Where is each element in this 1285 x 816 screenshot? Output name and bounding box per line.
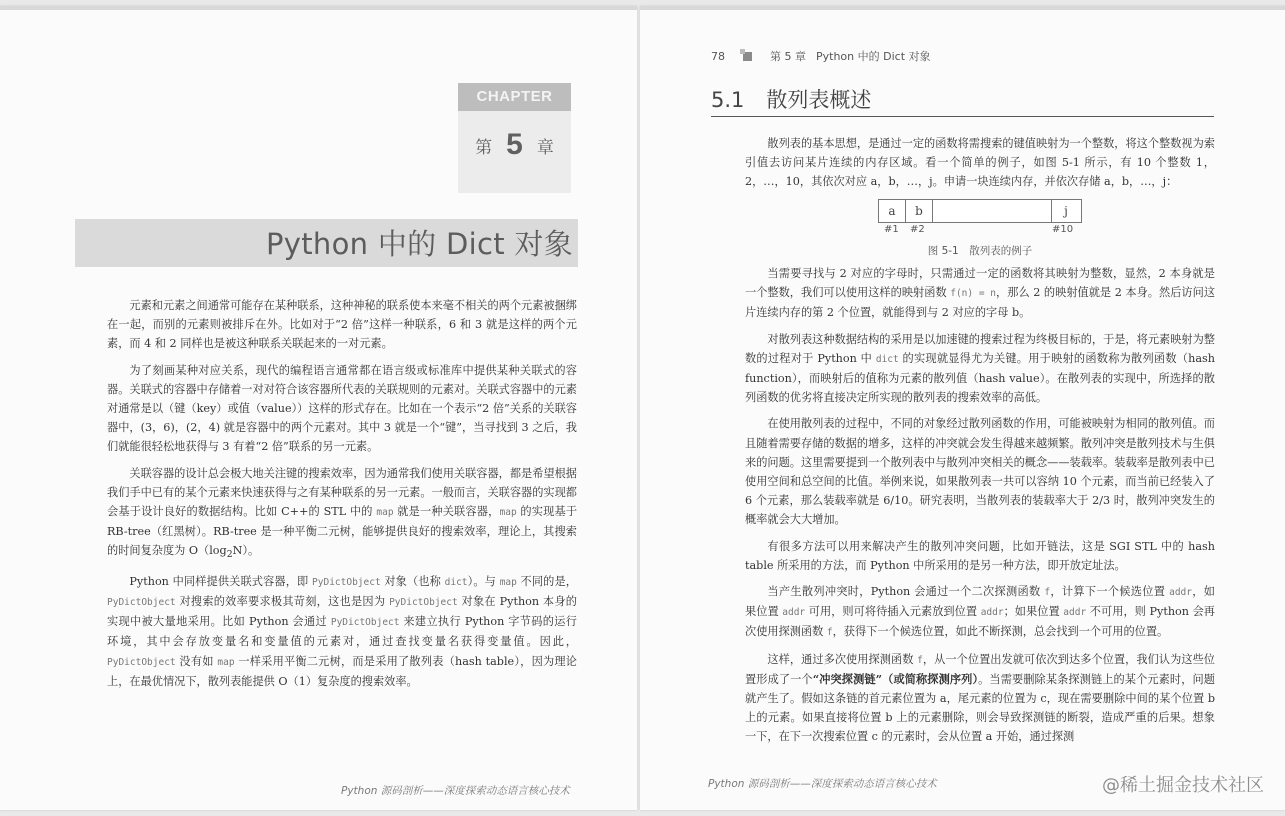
cell-index: #2	[910, 224, 925, 235]
right-page	[640, 6, 1285, 810]
text-run: 的实现就显得尤为关键。用于映射的函数称为散列函数（hash function），而映射后的值称为元素的散列值（hash value）。在散列表的实现中，所选择的散列函数的优劣将直接决定所实现的散列表的搜索效率的高低。	[745, 351, 1215, 405]
paragraph: 散列表的基本思想，是通过一定的函数将需搜索的键值映射为一个整数，将这个整数视为索引值去访问某片连续的内存区域。看一个简单的例子，如图 5-1 所示，有 10 个整数 1，2，…，10，其依次对应 a，b，…，j。申请一块连续内存，并依次存储 a，b，…，j：	[745, 137, 1215, 189]
right-page-footer: Python 源码剖析——深度探索动态语言核心技术	[708, 778, 937, 790]
table-cell: j	[1064, 204, 1068, 218]
page-top-rule	[0, 6, 637, 10]
inline-code: f	[826, 627, 833, 639]
paragraph	[745, 330, 1215, 408]
inline-code: dict	[444, 576, 468, 588]
section-number: 5.1	[711, 88, 745, 112]
square-bullet-icon	[743, 52, 752, 61]
inline-code: PyDictObject	[389, 597, 458, 609]
table-cell-gap	[933, 200, 1052, 222]
inline-code: addr	[1063, 607, 1087, 619]
hash-table-diagram	[878, 199, 1082, 223]
text-run: 。当需要删除某条探测链上的某个元素时，问题就产生了。假如这条链的首元素位置为 a，尾元素的位置为 c，现在需要删除中间的某个位置 b 上的元素。如果直接将位置 b 上的元素删除，则会导致探测链的断裂，造成严重的后果。想象一下，在下一次搜索位置 c 的元素时，会从位置 a 开始，通过探测	[745, 672, 1215, 744]
inline-code: map	[499, 507, 517, 519]
left-page-footer: Python 源码剖析——深度探索动态语言核心技术	[341, 785, 570, 797]
running-head-title: Python 中的 Dict 对象	[816, 50, 931, 63]
subscript: 2	[226, 549, 233, 561]
inline-code: f	[1044, 587, 1051, 599]
inline-code: PyDictObject	[107, 656, 176, 668]
bold-term: “冲突探测链”（或简称探测序列）	[812, 671, 979, 686]
text-run: 对散列表这种数据结构的采用是以加速键的搜索过程为终极目标的，于是，将元素映射为整数的过程对于 Python 中	[745, 332, 1215, 365]
text-run: 当需要寻找与 2 对应的字母时，只需通过一定的函数将其映射为整数，显然，2 本身就是一个整数，我们可以使用这样的映射函数	[745, 267, 1215, 300]
left-body-text	[107, 296, 577, 698]
text-run: 来建立执行 Python 字节码的运行环境，其中会存放变量名和变量值的元素对，通过查找变量名获得变量值。因此，	[107, 615, 577, 649]
right-intro-text	[745, 134, 1215, 199]
chapter-label: CHAPTER	[458, 83, 571, 111]
paragraph: 为了刻画某种对应关系，现代的编程语言通常都在语言级或标准库中提供某种关联式的容器。关联式的容器中存储着一对对符合该容器所代表的关联规则的元素对。关联式容器中的元素对通常是以（键（key）或值（value））这样的形式存在。比如在一个表示“2 倍”关系的关联容器中，(3，6)，(2，4) 就是容器中的两个元素对。其中 3 就是一个“键”，当寻找到 3 之后，我们就能很轻松地获得与 3 有着“2 倍”联系的另一元素。	[107, 363, 577, 454]
inline-code: dict	[875, 353, 899, 365]
chapter-number	[458, 117, 571, 173]
inline-code: PyDictObject	[312, 576, 381, 588]
paragraph	[107, 464, 577, 565]
chapter-prefix: 第	[475, 137, 493, 158]
cell-indices	[878, 223, 1082, 237]
chapter-title-band	[75, 219, 578, 267]
text-run: 不可用，则 Python 会再次使用探测函数	[745, 605, 1215, 639]
text-run: 对象在 Python 本身的实现中被大量地采用。比如 Python 会通过	[107, 595, 577, 629]
chapter-suffix: 章	[536, 137, 554, 158]
chapter-title: Python 中的 Dict 对象	[266, 227, 573, 261]
section-heading	[711, 84, 1214, 117]
chapter-badge	[458, 83, 571, 193]
paragraph	[107, 572, 577, 691]
text-run: 一样采用平衡二元树，而是采用了散列表（hash table），因为理论上，在最优情况下，散列表能提供 O（1）复杂度的搜索效率。	[107, 654, 577, 688]
inline-code: PyDictObject	[107, 597, 176, 609]
text-run: 的实现基于 RB-tree（红黑树）。RB-tree 是一种平衡二元树，能够提供良好的搜索效率，理论上，其搜索的时间复杂度为 O（log	[107, 505, 578, 558]
paragraph: 在使用散列表的过程中，不同的对象经过散列函数的作用，可能被映射为相同的散列值。而且随着需要存储的数据的增多，这样的冲突就会发生得越来越频繁。散列冲突是散列技术与生俱来的问题。这里需要提到一个散列表中与散列冲突相关的概念——装载率。装载率是散列表中已使用空间和总空间的比值。举例来说，如果散列表一共可以容纳 10 个元素，而当前已经装入了 6 个元素，那么装载率就是 6/10。研究表明，当散列表的装载率大于 2/3 时，散列冲突发生的概率就会大大增加。	[745, 417, 1215, 527]
text-run: 对搜索的效率要求极其苛刻，这也是因为	[175, 595, 390, 609]
running-head	[711, 48, 931, 64]
inline-code: map	[217, 656, 235, 668]
text-run: 可用，则可将待插入元素放到位置	[805, 605, 981, 619]
text-run: 关联容器的设计总会极大地关注键的搜索效率，因为通常我们使用关联容器，都是希望根据我们手中已有的某个元素来快速获得与之有某种联系的另一元素。一般而言，关联容器的实现都会基于设计良好的数据结构。比如 C++的 STL 中的	[107, 466, 577, 519]
inline-code: PyDictObject	[330, 617, 400, 629]
inline-code: f(n) = n	[950, 288, 997, 300]
text-run: 当产生散列冲突时，Python 会通过一个二次探测函数	[767, 585, 1045, 599]
text-run: ，那么 2 的映射值就是 2 本身。然后访问这片连续内存的第 2 个位置，就能得到与 2 对应的字母 b。	[745, 286, 1216, 320]
text-run: ）。与	[467, 574, 500, 588]
section-title: 散列表概述	[766, 88, 872, 112]
text-run: N）。	[232, 544, 260, 558]
inline-code: addr	[980, 607, 1004, 619]
inline-code: f	[917, 654, 923, 666]
running-head-chapter: 第 5 章	[770, 50, 806, 63]
page-top-rule	[640, 6, 1285, 10]
paragraph	[745, 582, 1215, 643]
cell-index: #10	[1052, 224, 1074, 235]
paragraph	[745, 650, 1215, 747]
paragraph: 有很多方法可以用来解决产生的散列冲突问题，比如开链法，这是 SGI STL 中的 hash table 所采用的方法，而 Python 中所采用的是另一种方法，即开放定址法。	[745, 539, 1215, 572]
text-run: ；如果位置	[1003, 605, 1064, 619]
text-run: ，计算下一个候选位置	[1050, 585, 1170, 599]
text-run: 这样，通过多次使用探测函数	[767, 652, 918, 666]
text-run: 就是一种关联容器，	[393, 505, 500, 519]
table-cell: a	[879, 200, 906, 222]
table-cell: b	[906, 200, 933, 222]
paragraph: 元素和元素之间通常可能存在某种联系，这种神秘的联系使本来毫不相关的两个元素被捆绑在一起，而别的元素则被排斥在外。比如对于“2 倍”这样一种联系，6 和 3 就是这样的两个元素，而 4 和 2 同样也是被这种联系关联起来的一对元素。	[107, 299, 577, 351]
text-run: Python 中同样提供关联式容器，即	[129, 574, 313, 588]
paragraph	[745, 264, 1215, 323]
chapter-number-value: 5	[506, 128, 523, 161]
text-run: 对象（也称	[380, 574, 445, 588]
inline-code: map	[499, 576, 517, 588]
text-run: 没有如	[175, 654, 218, 668]
page-number: 78	[711, 49, 725, 63]
text-run: ，获得下一个候选位置，如此不断探测，总会找到一个可用的位置。	[832, 625, 1169, 639]
text-run: 不同的是，	[516, 574, 577, 588]
figure-5-1	[878, 199, 1082, 258]
figure-caption: 图 5-1 散列表的例子	[927, 245, 1033, 257]
text-run: ，如果位置	[745, 585, 1215, 619]
left-page	[0, 6, 637, 810]
inline-code: addr	[782, 607, 806, 619]
watermark: @稀土掘金技术社区	[1102, 775, 1264, 796]
inline-code: addr	[1169, 587, 1192, 599]
cell-index: #1	[884, 224, 899, 235]
inline-code: map	[376, 507, 394, 519]
text-run: ，从一个位置出发就可依次到达多个位置，我们认为这些位置形成了一个	[745, 652, 1215, 686]
right-body-text	[745, 264, 1215, 754]
